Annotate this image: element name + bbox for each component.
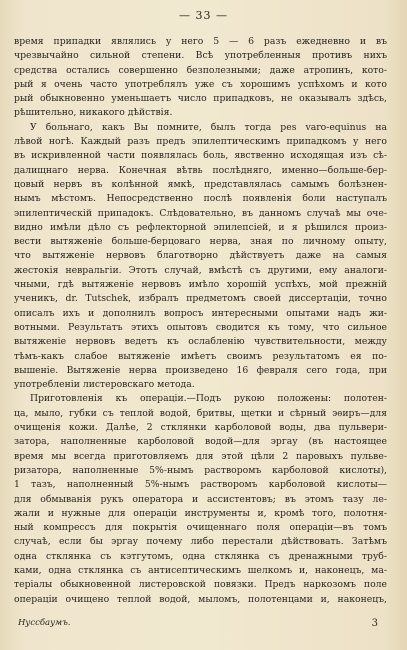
text-line: 1 тазъ, наполненный 5%-нымъ растворомъ карболовой кислоты—	[14, 479, 387, 491]
text-line: цовый нервъ въ колѣнной ямкѣ, представлялась самымъ болѣзнен-	[14, 178, 387, 190]
text-line: время мы всегда приготовляемъ для этой цѣли 2 паровыхъ пульве-	[14, 450, 387, 462]
text-line: ризатора, наполненные 5%-нымъ растворомъ карболовой кислоты),	[14, 464, 387, 476]
text-line: теріалы обыкновенной листеровской повязки. Предъ наркозомъ поле	[14, 579, 387, 591]
text-line: ный компрессъ для покрытія очищеннаго поля операціи—въ томъ	[14, 522, 387, 534]
text-line: ками, одна стклянка съ антисептическимъ шелкомъ и, наконецъ, ма-	[14, 564, 387, 576]
text-line: ца, мыло, губки съ теплой водой, бритвы, щетки и сѣрный эѳиръ—для	[14, 407, 387, 419]
text-line: средства остались совершенно безполезными; даже атропинъ, кото-	[14, 64, 387, 76]
text-line: рый я очень часто употреблялъ уже съ хорошимъ успѣхомъ и кото	[14, 78, 387, 90]
text-line: что вытяженіе нервовъ благотворно дѣйствуетъ даже на самыя	[14, 250, 387, 262]
text-line: вотными. Результатъ этихъ опытовъ сводится къ тому, что сильное	[14, 321, 387, 333]
text-line: случаѣ, если бы эргау почему либо перестали дѣйствовать. Затѣмъ	[14, 536, 387, 548]
text-line: затора, наполненные карболовой водой—для эргау (въ настоящее	[14, 436, 387, 448]
page-body-text	[14, 35, 387, 607]
text-line: нымъ мѣстомъ. Непосредственно послѣ появленія боли наступалъ	[14, 193, 387, 205]
text-line: тѣмъ-какъ слабое вытяженіе имѣетъ своимъ результатомъ ея по-	[14, 350, 387, 362]
sheet-mark: 3	[371, 618, 378, 629]
text-line: вытяженіе нервовъ ведетъ къ ослабленію чувствительности, между	[14, 336, 387, 348]
text-line: чными, гдѣ вытяженіе нервовъ имѣло хорошій успѣхъ, мой прежній	[14, 279, 387, 291]
text-line: эпилептическій припадокъ. Слѣдовательно, въ данномъ случаѣ мы оче-	[14, 207, 387, 219]
page-number: — 33 —	[179, 9, 228, 22]
text-line: видно имѣли дѣло съ рефлекторной эпилепсіей, и я рѣшился произ-	[14, 221, 387, 233]
text-line: рый обыкновенно уменьшаетъ число припадковъ, не оказывалъ здѣсь,	[14, 93, 387, 105]
text-line: вести вытяженіе больше-берцоваго нерва, зная по личному опыту,	[14, 236, 387, 248]
text-line: жали и нужные для операціи инструменты и, кромѣ того, полотня-	[14, 507, 387, 519]
text-line: одна стклянка съ кэтгутомъ, одна стклянка съ дренажными труб-	[14, 550, 387, 562]
text-line: чрезвычайно сильной степени. Всѣ употребленныя противъ нихъ	[14, 50, 387, 62]
text-line: рѣшительно, никакого дѣйствія.	[14, 107, 173, 119]
text-line: описалъ ихъ и дополнилъ вопросъ интересными опытами надъ жи-	[14, 307, 387, 319]
text-line: употребленіи листеровскаго метода.	[14, 379, 195, 391]
text-line: очищенія кожи. Далѣе, 2 стклянки карболовой воды, два пульвери-	[14, 422, 387, 434]
text-line: далищнаго нерва. Конечная вѣтвь послѣдняго, именно—больше-бер-	[14, 164, 387, 176]
text-line: жестокія невральгіи. Этотъ случай, вмѣстѣ съ другими, ему аналоги-	[14, 264, 387, 276]
text-line: время припадки являлись у него 5 — 6 разъ ежедневно и въ	[14, 36, 387, 47]
text-line: лѣвой ногѣ. Каждый разъ предъ эпилептическимъ припадкомъ у него	[14, 136, 387, 148]
text-line: операціи очищено теплой водой, мыломъ, полотенцами и, наконецъ,	[14, 593, 387, 605]
text-line: У больнаго, какъ Вы помните, былъ тогда pes varo-equinus на	[30, 121, 387, 133]
text-line: ученикъ, dr. Tutschek, избралъ предметомъ своей диссертаціи, точно	[14, 293, 387, 305]
text-line: въ искривленной части появлялась боль, явственно исходящая изъ сѣ-	[14, 150, 387, 162]
text-line: Приготовленія къ операціи.—Подъ рукою положены: полотен-	[30, 393, 387, 405]
text-line: вышеніе. Вытяженіе нерва произведено 16 февраля сего года, при	[14, 364, 387, 376]
footer-signature: Нуссбаумъ.	[18, 618, 71, 628]
text-line: для обмыванія рукъ оператора и ассистентовъ; въ этомъ тазу ле-	[14, 493, 387, 505]
